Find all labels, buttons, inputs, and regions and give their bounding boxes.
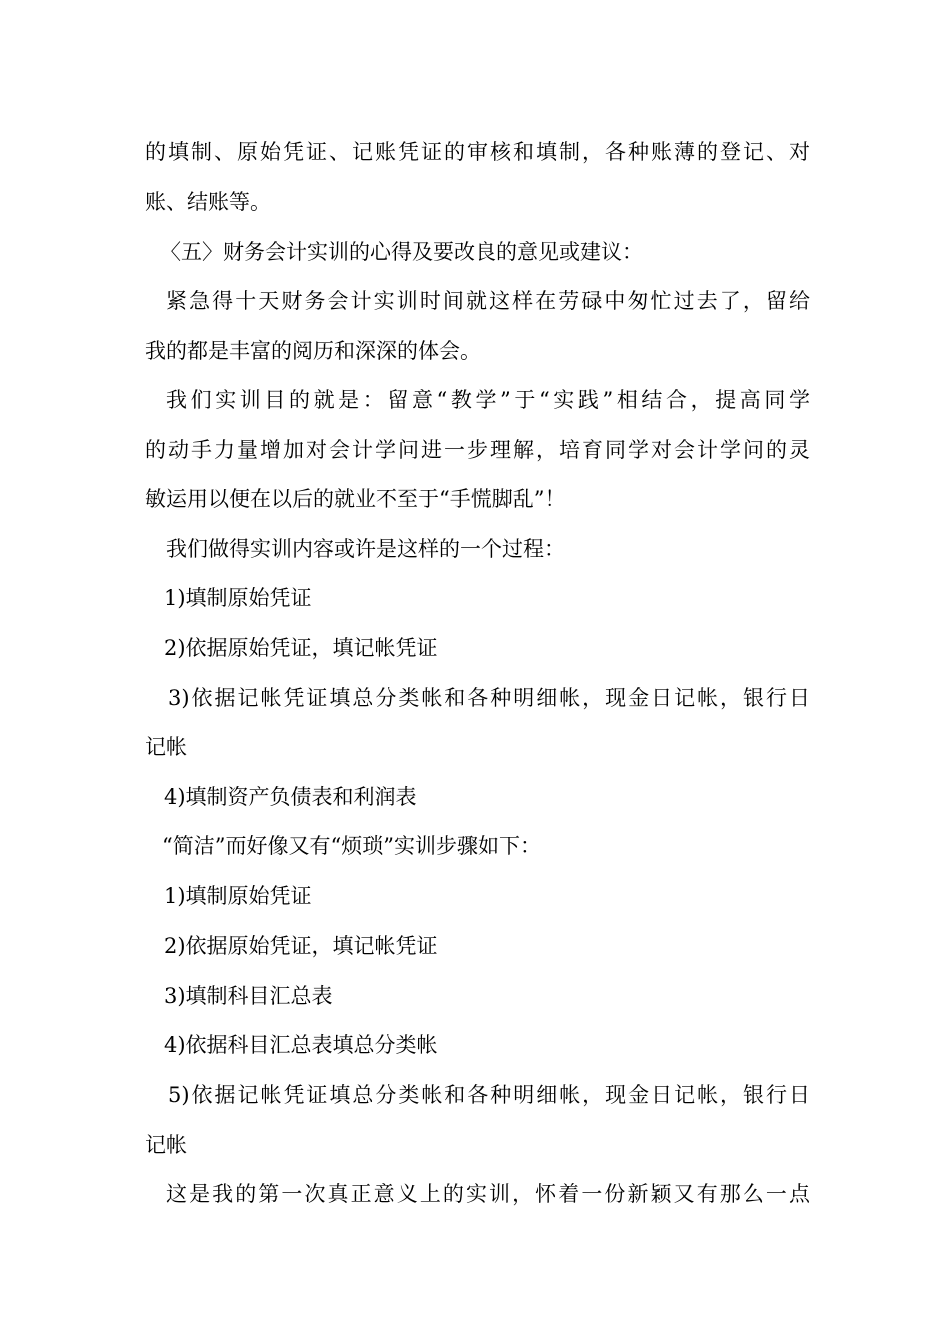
- list-item: 1)填制原始凭证: [164, 586, 312, 610]
- text-line: 的动手力量增加对会计学问进一步理解，培育同学对会计学问的灵: [145, 438, 810, 462]
- list-item: 3)填制科目汇总表: [164, 984, 333, 1008]
- text-line: 我的都是丰富的阅历和深深的体会。: [145, 339, 481, 363]
- text-line: 我们做得实训内容或许是这样的一个过程：: [166, 537, 565, 561]
- list-item: 4)依据科目汇总表填总分类帐: [164, 1033, 438, 1057]
- list-item: 2)依据原始凭证，填记帐凭证: [164, 636, 438, 660]
- list-item: 2)依据原始凭证，填记帐凭证: [164, 934, 438, 958]
- text-line: 这是我的第一次真正意义上的实训，怀着一份新颖又有那么一点: [166, 1182, 810, 1206]
- text-line: 紧急得十天财务会计实训时间就这样在劳碌中匆忙过去了，留给: [166, 289, 810, 313]
- text-line: 我们实训目的就是：留意“教学”于“实践”相结合，提高同学: [166, 388, 810, 412]
- list-item: 5)依据记帐凭证填总分类帐和各种明细帐，现金日记帐，银行日: [168, 1083, 810, 1107]
- text-line: “简洁”而好像又有“烦琐”实训步骤如下：: [162, 834, 541, 858]
- list-item: 1)填制原始凭证: [164, 884, 312, 908]
- text-line: 记帐: [145, 735, 187, 759]
- text-line: 记帐: [145, 1133, 187, 1157]
- text-line: 的填制、原始凭证、记账凭证的审核和填制，各种账薄的登记、对: [145, 140, 810, 164]
- list-item: 3)依据记帐凭证填总分类帐和各种明细帐，现金日记帐，银行日: [168, 686, 810, 710]
- text-line: 敏运用以便在以后的就业不至于“手慌脚乱”！: [145, 487, 566, 511]
- text-line: 账、结账等。: [145, 190, 271, 214]
- list-item: 4)填制资产负债表和利润表: [164, 785, 417, 809]
- section-heading: 〈五〉财务会计实训的心得及要改良的意见或建议：: [160, 240, 643, 264]
